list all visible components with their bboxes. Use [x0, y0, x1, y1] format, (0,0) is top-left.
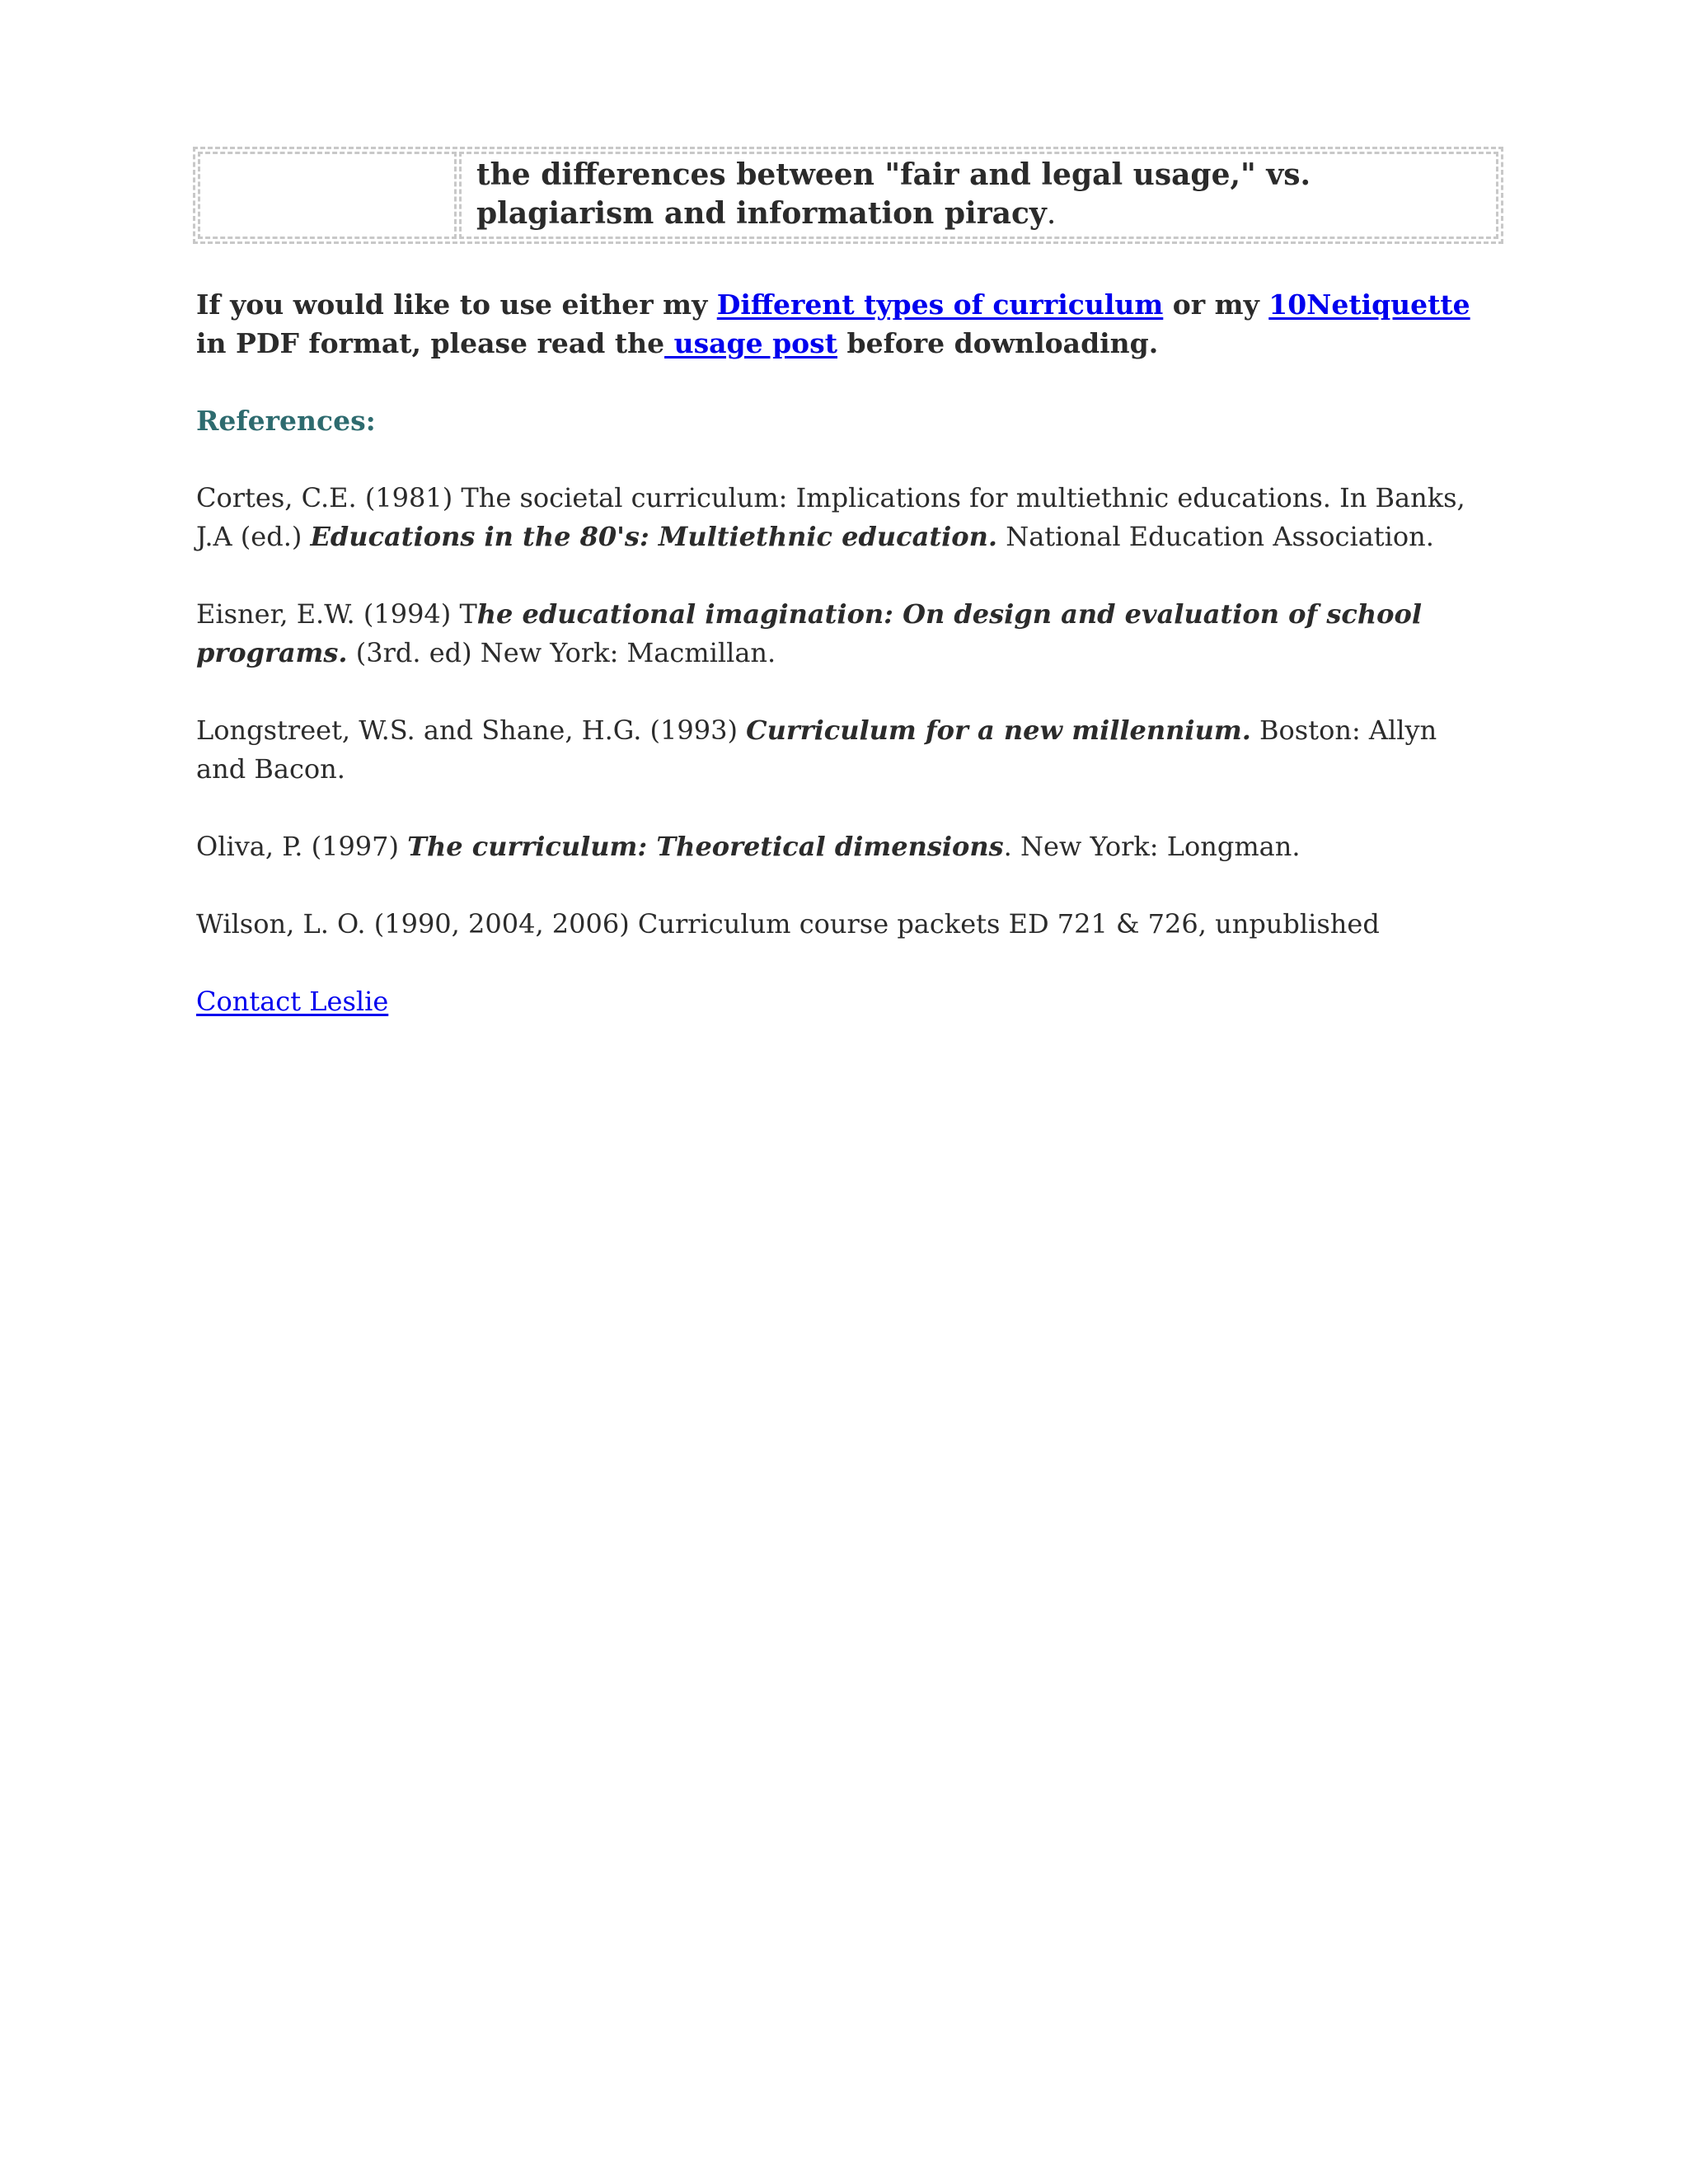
reference-item: [196, 905, 1482, 944]
table-cell-statement: the differences between "fair and legal usage," vs. plagiarism and information piracy: [476, 157, 1311, 231]
contact-paragraph: [196, 982, 1507, 1021]
usage-notice-middle: or my: [1163, 288, 1269, 321]
reference-title: Educations in the 80's: Multiethnic education.: [310, 521, 998, 552]
reference-publisher: National Education Association.: [997, 521, 1434, 552]
reference-title: he educational imagination: On design and evaluation of school programs.: [196, 598, 1422, 668]
reference-text: Eisner, E.W. (1994) T: [196, 598, 477, 630]
netiquette-pdf-link[interactable]: 10Netiquette: [1268, 288, 1470, 321]
reference-publisher: Boston: Allyn and Bacon.: [196, 715, 1437, 785]
reference-title: The curriculum: Theoretical dimensions: [407, 831, 1004, 862]
reference-item: [196, 711, 1482, 789]
reference-text: Wilson, L. O. (1990, 2004, 2006) Curriculum course packets ED 721 & 726, unpublished: [196, 908, 1380, 940]
reference-item: [196, 595, 1482, 673]
curriculum-pdf-link[interactable]: Different types of curriculum: [716, 288, 1164, 321]
table-cell-text: [459, 152, 1498, 239]
reference-text: Longstreet, W.S. and Shane, H.G. (1993): [196, 715, 747, 746]
page-content: [196, 147, 1507, 1021]
table-row: [198, 152, 1498, 239]
usage-post-link[interactable]: usage post: [664, 327, 838, 359]
references-heading: References:: [196, 405, 376, 437]
reference-item: [196, 479, 1482, 556]
reference-text: Cortes, C.E. (1981) The societal curriculum: Implications for multiethnic educations. In Banks, J.A (ed.): [196, 482, 1465, 552]
contact-leslie-link[interactable]: Contact Leslie: [196, 986, 389, 1017]
reference-title: Curriculum for a new millennium.: [746, 715, 1251, 746]
usage-notice: [196, 285, 1507, 363]
reference-item: [196, 827, 1482, 866]
reference-publisher: . New York: Longman.: [1003, 831, 1301, 862]
continued-table: [193, 147, 1503, 244]
usage-notice-prefix: If you would like to use either my: [196, 288, 717, 321]
usage-notice-suffix: before downloading.: [837, 327, 1159, 359]
table-cell-empty: [198, 152, 457, 239]
usage-notice-middle2: in PDF format, please read the: [196, 327, 665, 359]
table-cell-period: .: [1046, 197, 1057, 231]
reference-text: Oliva, P. (1997): [196, 831, 408, 862]
reference-publisher: (3rd. ed) New York: Macmillan.: [347, 637, 776, 668]
